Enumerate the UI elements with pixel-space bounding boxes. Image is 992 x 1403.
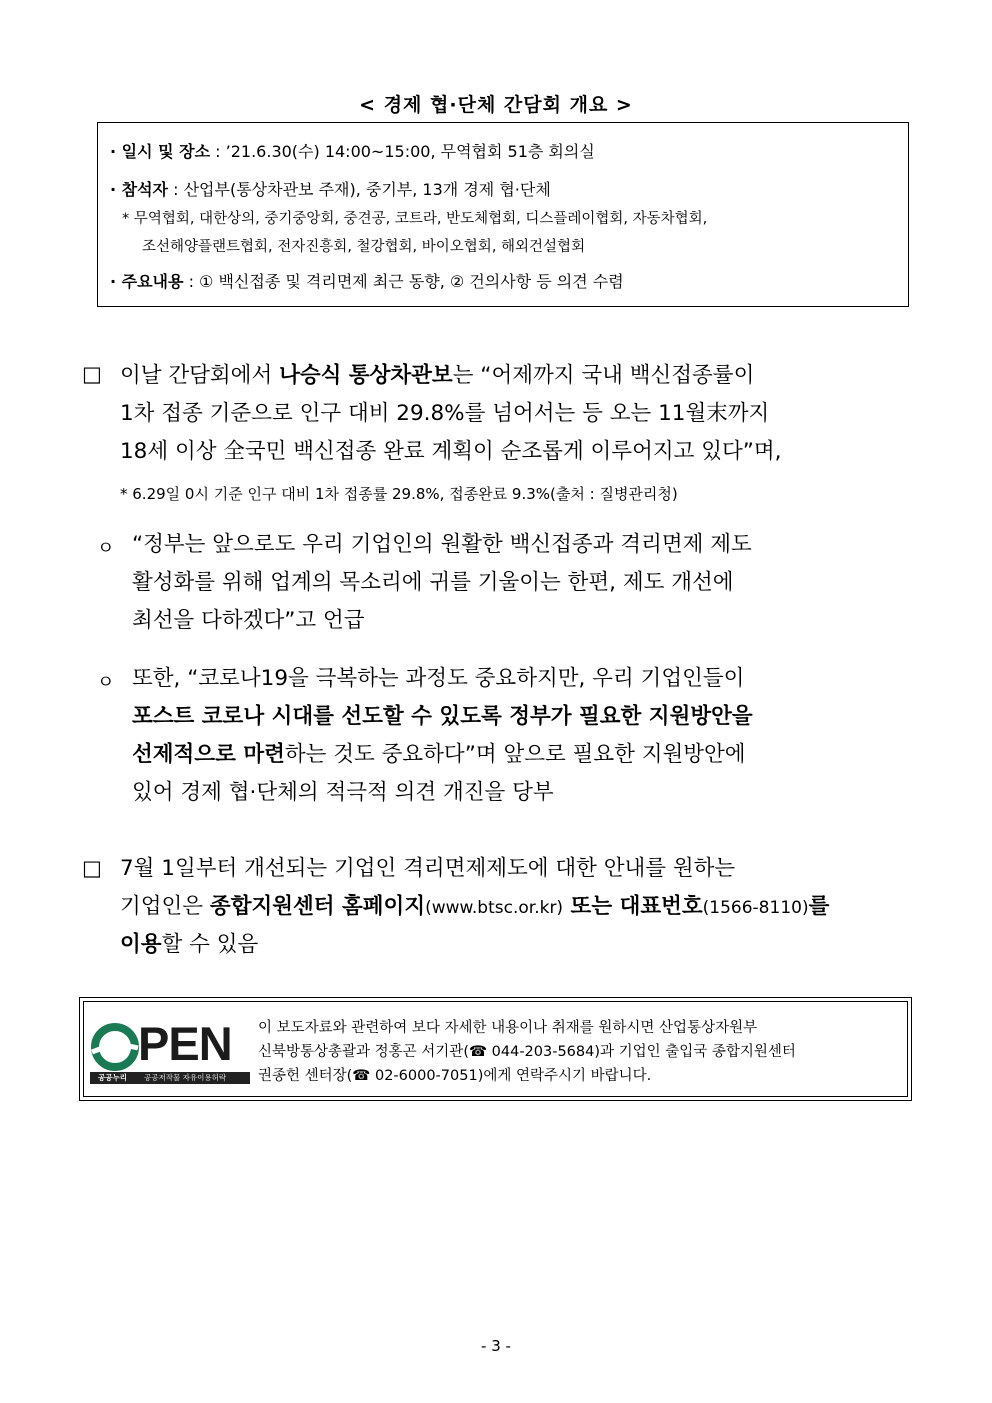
bullet1-mark: ㅇ: [97, 538, 115, 559]
bullet2-line3-rest: 하는 것도 중요하다”며 앞으로 필요한 지원방안에: [284, 742, 746, 767]
section2-line1: 7월 1일부터 개선되는 기업인 격리면제제도에 대한 안내를 원하는: [120, 856, 736, 881]
open-logo-sub-2: 공공저작물 자유이용허락: [144, 1073, 227, 1082]
overview-title: < 경제 협·단체 간담회 개요 >: [359, 94, 633, 116]
attendees-label: · 참석자: [110, 180, 169, 199]
bullet2-line1: 또한, “코로나19을 극복하는 과정도 중요하지만, 우리 기업인들이: [132, 666, 745, 691]
contact-line-3: 권종헌 센터장(☎ 02-6000-7051)에게 연락주시기 바랍니다.: [258, 1068, 652, 1084]
date-label: · 일시 및 장소: [110, 142, 211, 161]
contact-footer-inner: [83, 1001, 908, 1097]
section1-line1-text: 이날 간담회에서: [120, 363, 280, 388]
open-logo-text: PEN: [138, 1017, 232, 1070]
homepage-url: (www.btsc.or.kr): [425, 898, 564, 918]
contact-text: [258, 1016, 796, 1088]
section1-line1: [120, 358, 754, 394]
overview-date-line: [110, 139, 595, 162]
bullet1-line2: 활성화를 위해 업계의 목소리에 귀를 기울이는 한편, 제도 개선에: [132, 570, 734, 595]
section1-line2: 1차 접종 기준으로 인구 대비 29.8%를 넘어서는 등 오는 11월末까지: [120, 401, 770, 426]
support-center-homepage: 종합지원센터 홈페이지: [209, 894, 426, 919]
attendees-note-1: * 무역협회, 대한상의, 중기중앙회, 중견공, 코트라, 반도체협회, 디스플레이협회, 자동차협회,: [122, 211, 708, 227]
bullet2-line2: [132, 699, 753, 735]
bullet2-bold-phrase: 포스트 코로나 시대를 선도할 수 있도록 정부가 필요한 지원방안을: [132, 704, 753, 729]
section1-line1-quote: 는 “어제까지 국내 백신접종률이: [452, 363, 755, 388]
contact-footer: [79, 997, 912, 1101]
open-logo-sub-1: 공공누리: [98, 1073, 127, 1082]
contact-line-1: 이 보도자료와 관련하여 보다 자세한 내용이나 취재를 원하시면 산업통상자원부: [258, 1020, 758, 1036]
overview-box: [97, 122, 909, 307]
section1-line3: 18세 이상 全국민 백신접종 완료 계획이 순조롭게 이루어지고 있다”며,: [120, 439, 782, 464]
open-logo-bar: [90, 1072, 250, 1084]
section1-footnote: * 6.29일 0시 기준 인구 대비 1차 접종률 29.8%, 접종완료 9.3%(출처 : 질병관리청): [120, 485, 678, 503]
section2-square-mark: □: [82, 856, 102, 880]
page-number: - 3 -: [481, 1337, 511, 1355]
section2-line2-end: 를: [808, 894, 830, 919]
attendees-note-2: 조선해양플랜트협회, 전자진흥회, 철강협회, 바이오협회, 해외건설협회: [142, 239, 586, 255]
content-label: · 주요내용: [110, 272, 184, 291]
overview-content-line: [110, 269, 624, 292]
date-value: : ’21.6.30(수) 14:00~15:00, 무역협회 51층 회의실: [210, 142, 595, 161]
kogl-open-logo: [90, 1017, 250, 1084]
open-logo-o-icon: [90, 1022, 140, 1072]
use-label: 이용: [120, 932, 162, 957]
overview-attendees-line: [110, 177, 551, 200]
bullet1-line3: 최선을 다하겠다”고 언급: [132, 608, 365, 633]
bullet1-line1: “정부는 앞으로도 우리 기업인의 원활한 백신접종과 격리면제 제도: [132, 532, 752, 557]
bullet2-bold-prepare: 선제적으로 마련: [132, 742, 285, 767]
bullet2-mark: ㅇ: [97, 672, 115, 693]
phone-number: (1566-8110): [702, 898, 809, 918]
vice-minister-name: 나승식 통상차관보: [279, 363, 453, 388]
or-phone-label: 또는 대표번호: [563, 894, 703, 919]
bullet2-line4: 있어 경제 협·단체의 적극적 의견 개진을 당부: [132, 780, 554, 805]
attendees-value: : 산업부(통상차관보 주재), 중기부, 13개 경제 협·단체: [168, 180, 551, 199]
section2-line2: [120, 889, 829, 926]
section2-line3-rest: 할 수 있음: [161, 932, 259, 957]
bullet2-line3: [132, 737, 746, 773]
contact-line-2: 신북방통상총괄과 정홍곤 서기관(☎ 044-203-5684)과 기업인 출입국 종합지원센터: [258, 1044, 796, 1060]
section1-square-mark: □: [82, 362, 102, 386]
section2-line3: [120, 927, 258, 963]
content-value: : ① 백신접종 및 격리면제 최근 동향, ② 건의사항 등 의견 수렴: [183, 272, 624, 291]
section2-line2-text: 기업인은: [120, 894, 210, 919]
